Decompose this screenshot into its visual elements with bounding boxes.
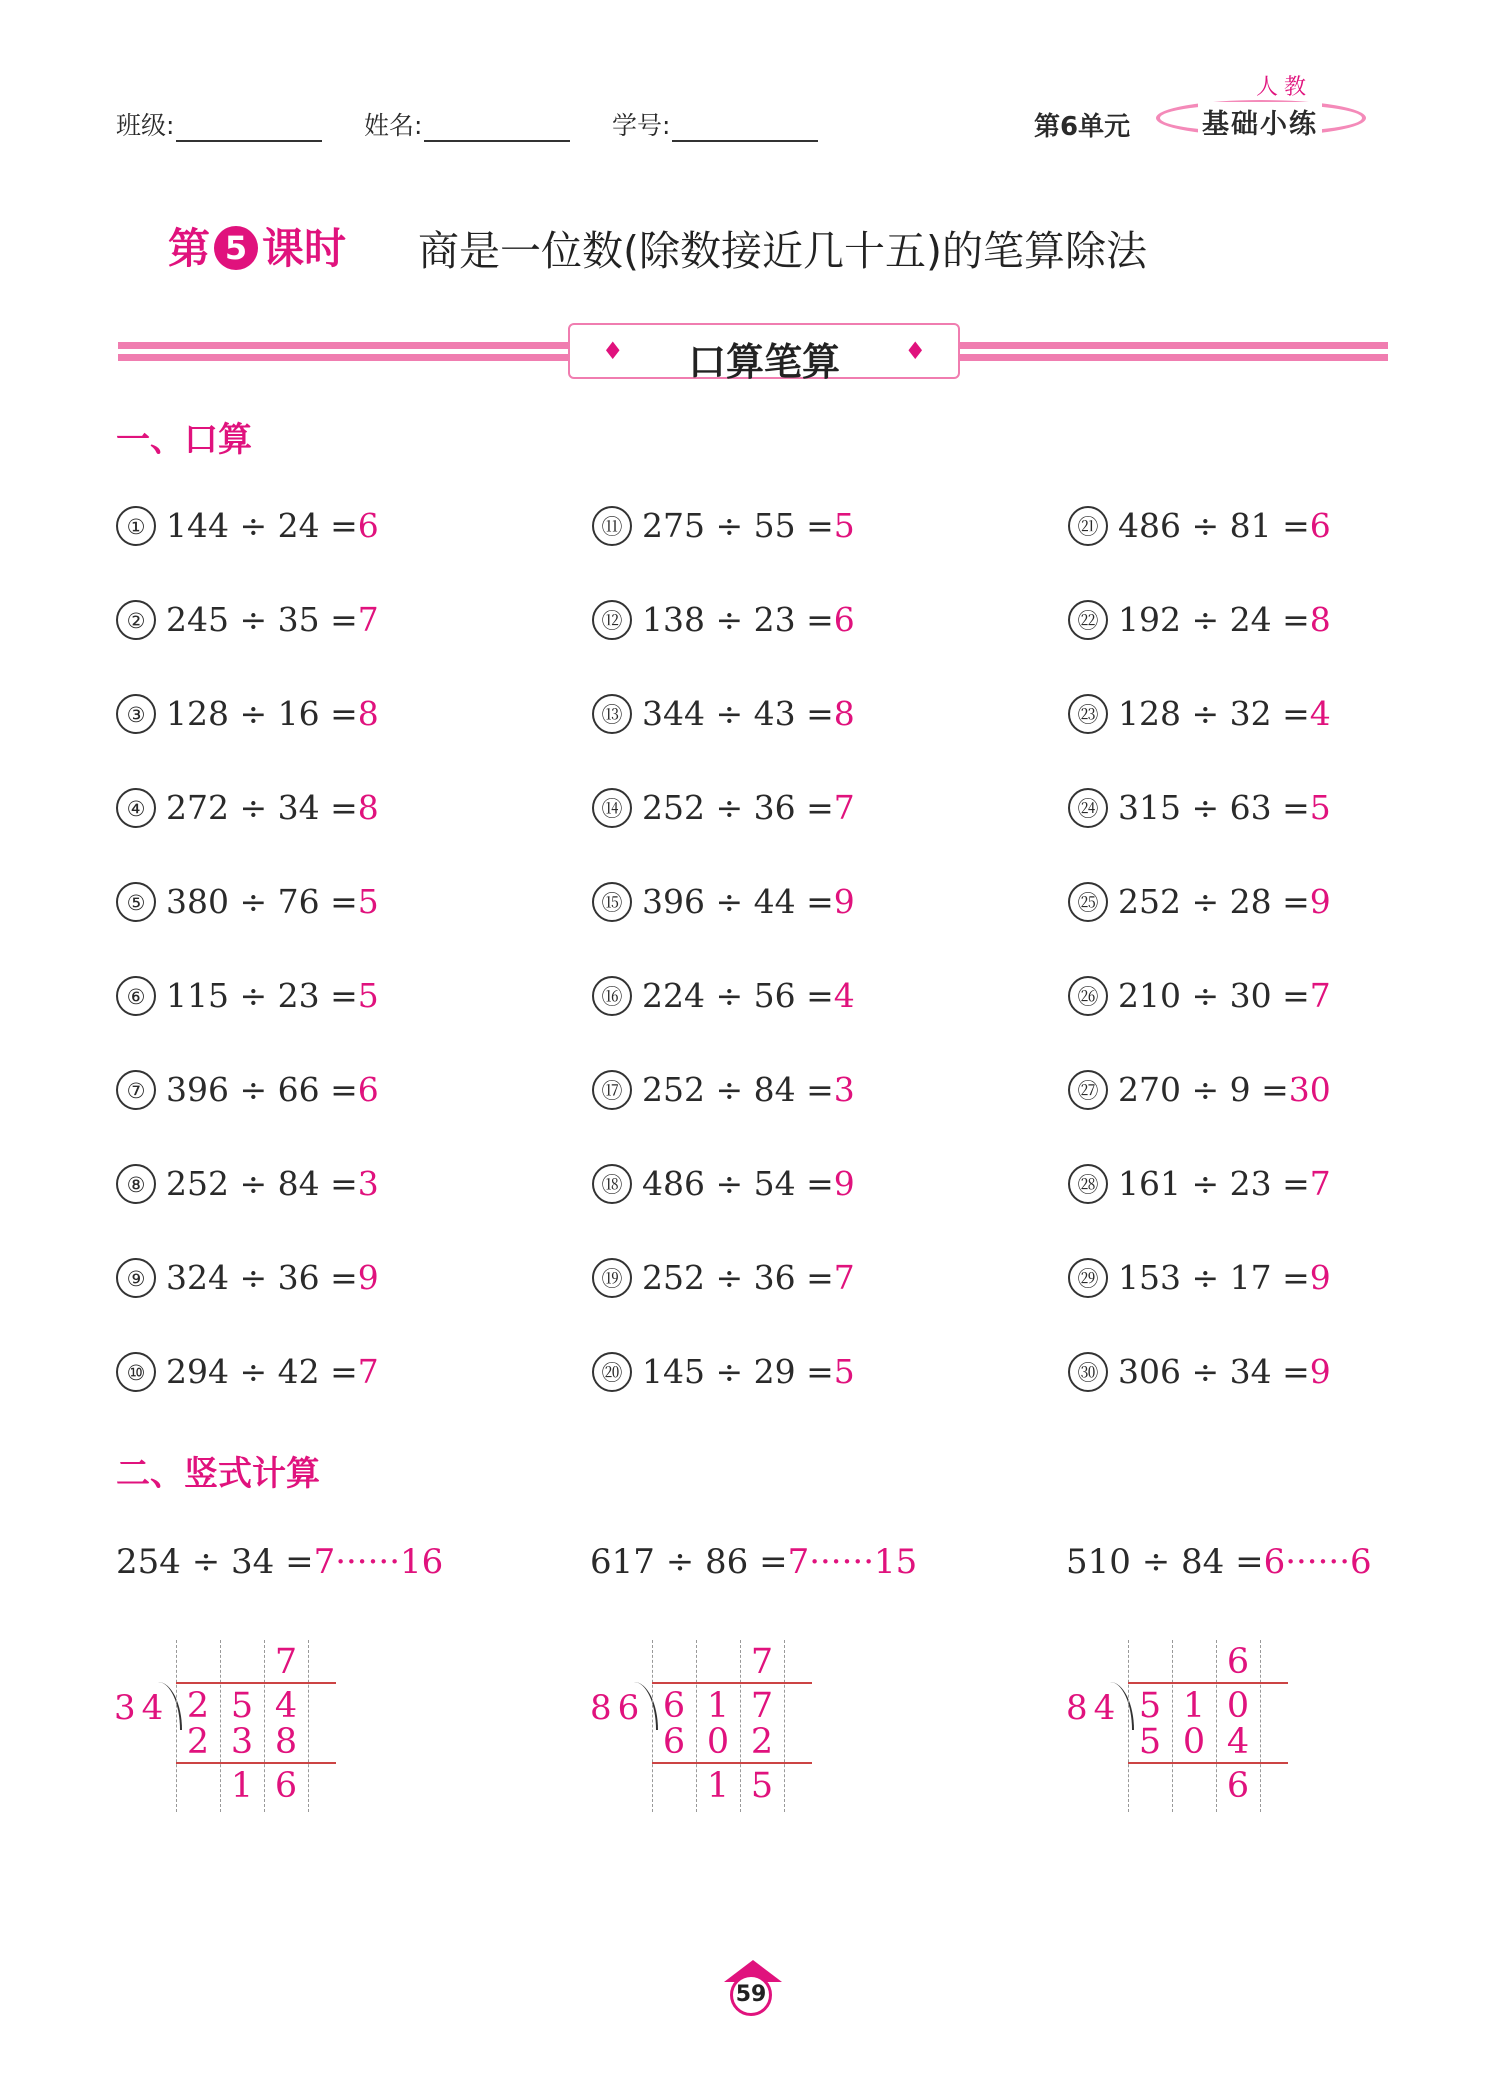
divisor: 84 xyxy=(1066,1688,1122,1728)
product-digit: 2 xyxy=(186,1722,210,1762)
problem-answer: 6······6 xyxy=(1263,1542,1372,1582)
quotient-digit: 6 xyxy=(1226,1642,1250,1682)
problem-number: ⑫ xyxy=(592,600,632,640)
oral-problem xyxy=(592,600,855,640)
problem-answer: 7 xyxy=(833,1258,855,1297)
problem-number: ③ xyxy=(116,694,156,734)
problem-answer: 6 xyxy=(1309,506,1331,545)
lesson-suffix: 课时 xyxy=(262,224,347,273)
problem-number: ⑧ xyxy=(116,1164,156,1204)
problem-answer: 7······16 xyxy=(313,1542,444,1582)
oral-problem xyxy=(592,882,855,922)
problem-expression: 315 ÷ 63 = xyxy=(1118,788,1310,827)
problem-expression: 270 ÷ 9 = xyxy=(1118,1070,1289,1109)
problem-number: ⑨ xyxy=(116,1258,156,1298)
problem-number: ⑳ xyxy=(592,1352,632,1392)
problem-number: ㉘ xyxy=(1068,1164,1108,1204)
oral-problem xyxy=(592,1258,855,1298)
problem-expression: 254 ÷ 34 = xyxy=(116,1542,314,1582)
unit-label: 第6单元 xyxy=(1034,112,1131,142)
page-title: 商是一位数(除数接近几十五)的笔算除法 xyxy=(418,227,1147,275)
oral-problem xyxy=(116,1352,379,1392)
problem-number: ④ xyxy=(116,788,156,828)
oral-problem xyxy=(116,600,379,640)
diamond-right-icon: ♦ xyxy=(904,337,926,365)
page-number-badge xyxy=(722,1960,784,2022)
brand-subtitle: 人教 xyxy=(1256,75,1313,100)
problem-expression: 252 ÷ 36 = xyxy=(642,1258,834,1297)
dividend-digit: 7 xyxy=(750,1686,774,1726)
problem-answer: 7······15 xyxy=(787,1542,918,1582)
problem-answer: 5 xyxy=(833,1352,855,1391)
problem-expression: 153 ÷ 17 = xyxy=(1118,1258,1310,1297)
problem-answer: 5 xyxy=(357,976,379,1015)
problem-expression: 510 ÷ 84 = xyxy=(1066,1542,1264,1582)
long-division xyxy=(114,1640,344,1820)
oral-problem xyxy=(1068,1258,1331,1298)
problem-expression: 272 ÷ 34 = xyxy=(166,788,358,827)
problem-expression: 252 ÷ 28 = xyxy=(1118,882,1310,921)
dividend-digit: 2 xyxy=(186,1686,210,1726)
oral-problem xyxy=(592,1164,855,1204)
problem-answer: 9 xyxy=(1309,1258,1331,1297)
problem-expression: 396 ÷ 66 = xyxy=(166,1070,358,1109)
problem-expression: 306 ÷ 34 = xyxy=(1118,1352,1310,1391)
problem-number: ⑤ xyxy=(116,882,156,922)
problem-answer: 8 xyxy=(833,694,855,733)
remainder-digit: 1 xyxy=(706,1766,730,1806)
division-grid xyxy=(176,1640,336,1812)
section-vertical-heading: 二、竖式计算 xyxy=(116,1454,320,1494)
problem-number: ㉔ xyxy=(1068,788,1108,828)
problem-expression: 617 ÷ 86 = xyxy=(590,1542,788,1582)
problem-number: ㉑ xyxy=(1068,506,1108,546)
dividend-digit: 1 xyxy=(1182,1686,1206,1726)
problem-answer: 3 xyxy=(833,1070,855,1109)
problem-expression: 192 ÷ 24 = xyxy=(1118,600,1310,639)
problem-answer: 7 xyxy=(1309,1164,1331,1203)
problem-expression: 115 ÷ 23 = xyxy=(166,976,358,1015)
problem-answer: 9 xyxy=(833,1164,855,1203)
lesson-label xyxy=(168,216,346,276)
long-division xyxy=(1066,1640,1296,1820)
remainder-digit: 6 xyxy=(1226,1766,1250,1806)
problem-expression: 138 ÷ 23 = xyxy=(642,600,834,639)
problem-answer: 6 xyxy=(833,600,855,639)
dividend-digit: 0 xyxy=(1226,1686,1250,1726)
problem-answer: 30 xyxy=(1288,1070,1331,1109)
oral-problem xyxy=(1068,1070,1331,1110)
problem-number: ② xyxy=(116,600,156,640)
oral-problem xyxy=(116,1164,379,1204)
problem-number: ⑬ xyxy=(592,694,632,734)
problem-answer: 7 xyxy=(1309,976,1331,1015)
problem-number: ⑱ xyxy=(592,1164,632,1204)
vertical-problem xyxy=(1066,1542,1372,1582)
quotient-digit: 7 xyxy=(274,1642,298,1682)
problem-expression: 210 ÷ 30 = xyxy=(1118,976,1310,1015)
problem-expression: 161 ÷ 23 = xyxy=(1118,1164,1310,1203)
vertical-problem xyxy=(116,1542,443,1582)
problem-number: ⑥ xyxy=(116,976,156,1016)
student-id-blank[interactable] xyxy=(672,114,818,142)
oral-problem xyxy=(592,506,855,546)
division-bar xyxy=(176,1682,336,1684)
problem-expression: 252 ÷ 36 = xyxy=(642,788,834,827)
product-digit: 2 xyxy=(750,1722,774,1762)
problem-number: ㉕ xyxy=(1068,882,1108,922)
problem-answer: 7 xyxy=(357,1352,379,1391)
lesson-title-row xyxy=(168,210,1368,280)
problem-answer: 3 xyxy=(357,1164,379,1203)
oral-problem xyxy=(1068,788,1331,828)
oral-problem xyxy=(1068,600,1331,640)
section-oral-heading: 一、口算 xyxy=(116,420,252,460)
product-digit: 4 xyxy=(1226,1722,1250,1762)
problem-number: ㉒ xyxy=(1068,600,1108,640)
product-digit: 8 xyxy=(274,1722,298,1762)
division-bar xyxy=(176,1762,336,1764)
problem-answer: 9 xyxy=(1309,1352,1331,1391)
problem-expression: 128 ÷ 32 = xyxy=(1118,694,1310,733)
dividend-digit: 5 xyxy=(1138,1686,1162,1726)
problem-number: ① xyxy=(116,506,156,546)
oral-problem xyxy=(1068,976,1331,1016)
problem-answer: 6 xyxy=(357,1070,379,1109)
remainder-digit: 5 xyxy=(750,1766,774,1806)
problem-answer: 4 xyxy=(1309,694,1331,733)
problem-number: ㉗ xyxy=(1068,1070,1108,1110)
oral-problem xyxy=(116,976,379,1016)
division-bar xyxy=(652,1682,812,1684)
problem-expression: 145 ÷ 29 = xyxy=(642,1352,834,1391)
oral-problem xyxy=(116,882,379,922)
problem-number: ⑪ xyxy=(592,506,632,546)
problem-expression: 252 ÷ 84 = xyxy=(166,1164,358,1203)
oral-problem xyxy=(592,1070,855,1110)
dividend-digit: 4 xyxy=(274,1686,298,1726)
problem-answer: 8 xyxy=(1309,600,1331,639)
problem-number: ⑭ xyxy=(592,788,632,828)
problem-answer: 9 xyxy=(357,1258,379,1297)
student-id-label: 学号: xyxy=(612,111,671,140)
oral-problem xyxy=(1068,1164,1331,1204)
grid-line xyxy=(1260,1640,1261,1812)
oral-problem xyxy=(1068,882,1331,922)
oral-problem xyxy=(1068,506,1331,546)
class-field xyxy=(116,106,322,142)
problem-number: ㉙ xyxy=(1068,1258,1108,1298)
problem-expression: 380 ÷ 76 = xyxy=(166,882,358,921)
oral-problem xyxy=(116,788,379,828)
dividend-digit: 5 xyxy=(230,1686,254,1726)
product-digit: 5 xyxy=(1138,1722,1162,1762)
problem-answer: 4 xyxy=(833,976,855,1015)
oral-problem xyxy=(1068,1352,1331,1392)
problem-expression: 245 ÷ 35 = xyxy=(166,600,358,639)
problem-number: ⑮ xyxy=(592,882,632,922)
dividend-digit: 1 xyxy=(706,1686,730,1726)
lesson-number: 5 xyxy=(214,226,258,270)
problem-number: ⑯ xyxy=(592,976,632,1016)
lesson-prefix: 第 xyxy=(168,224,211,273)
oral-problem xyxy=(116,694,379,734)
problem-answer: 8 xyxy=(357,788,379,827)
vertical-problem xyxy=(590,1542,917,1582)
quotient-digit: 7 xyxy=(750,1642,774,1682)
problem-expression: 324 ÷ 36 = xyxy=(166,1258,358,1297)
problem-expression: 144 ÷ 24 = xyxy=(166,506,358,545)
grid-line xyxy=(784,1640,785,1812)
problem-expression: 275 ÷ 55 = xyxy=(642,506,834,545)
grid-line xyxy=(308,1640,309,1812)
diamond-left-icon: ♦ xyxy=(602,337,624,365)
page-header xyxy=(116,75,1390,146)
divisor: 34 xyxy=(114,1688,170,1728)
problem-answer: 5 xyxy=(1309,788,1331,827)
division-bar xyxy=(652,1762,812,1764)
problem-number: ⑰ xyxy=(592,1070,632,1110)
problem-number: ⑲ xyxy=(592,1258,632,1298)
oral-problem xyxy=(116,1070,379,1110)
product-digit: 0 xyxy=(1182,1722,1206,1762)
problem-expression: 486 ÷ 81 = xyxy=(1118,506,1310,545)
problem-answer: 9 xyxy=(1309,882,1331,921)
problem-answer: 9 xyxy=(833,882,855,921)
remainder-digit: 6 xyxy=(274,1766,298,1806)
problem-expression: 128 ÷ 16 = xyxy=(166,694,358,733)
name-label: 姓名: xyxy=(364,111,423,140)
dividend-digit: 6 xyxy=(662,1686,686,1726)
problem-expression: 396 ÷ 44 = xyxy=(642,882,834,921)
oral-problem xyxy=(116,1258,379,1298)
remainder-digit: 1 xyxy=(230,1766,254,1806)
problem-number: ⑩ xyxy=(116,1352,156,1392)
division-bar xyxy=(1128,1682,1288,1684)
division-bar xyxy=(1128,1762,1288,1764)
oral-problem xyxy=(592,788,855,828)
brand-logo xyxy=(1156,74,1376,144)
problem-answer: 7 xyxy=(357,600,379,639)
problem-answer: 5 xyxy=(833,506,855,545)
name-field xyxy=(364,106,570,142)
brand-title: 基础小练 xyxy=(1198,102,1322,141)
class-blank[interactable] xyxy=(176,114,322,142)
division-grid xyxy=(1128,1640,1288,1812)
student-id-field xyxy=(612,106,818,142)
oral-problem xyxy=(1068,694,1331,734)
problem-expression: 294 ÷ 42 = xyxy=(166,1352,358,1391)
product-digit: 0 xyxy=(706,1722,730,1762)
problem-number: ㉚ xyxy=(1068,1352,1108,1392)
long-division xyxy=(590,1640,820,1820)
product-digit: 3 xyxy=(230,1722,254,1762)
oral-problem xyxy=(592,976,855,1016)
problem-expression: 344 ÷ 43 = xyxy=(642,694,834,733)
problem-expression: 486 ÷ 54 = xyxy=(642,1164,834,1203)
divisor: 86 xyxy=(590,1688,646,1728)
problem-answer: 7 xyxy=(833,788,855,827)
name-blank[interactable] xyxy=(424,114,570,142)
oral-problem xyxy=(116,506,379,546)
problem-number: ⑦ xyxy=(116,1070,156,1110)
problem-answer: 8 xyxy=(357,694,379,733)
problem-number: ㉓ xyxy=(1068,694,1108,734)
problem-answer: 6 xyxy=(357,506,379,545)
class-label: 班级: xyxy=(116,111,175,140)
division-grid xyxy=(652,1640,812,1812)
problem-answer: 5 xyxy=(357,882,379,921)
section-banner xyxy=(568,323,960,384)
oral-problem xyxy=(592,694,855,734)
product-digit: 6 xyxy=(662,1722,686,1762)
oral-problem xyxy=(592,1352,855,1392)
problem-number: ㉖ xyxy=(1068,976,1108,1016)
banner-title: 口算笔算 xyxy=(687,340,840,384)
problem-expression: 224 ÷ 56 = xyxy=(642,976,834,1015)
page-number: 59 xyxy=(730,1974,772,2016)
problem-expression: 252 ÷ 84 = xyxy=(642,1070,834,1109)
